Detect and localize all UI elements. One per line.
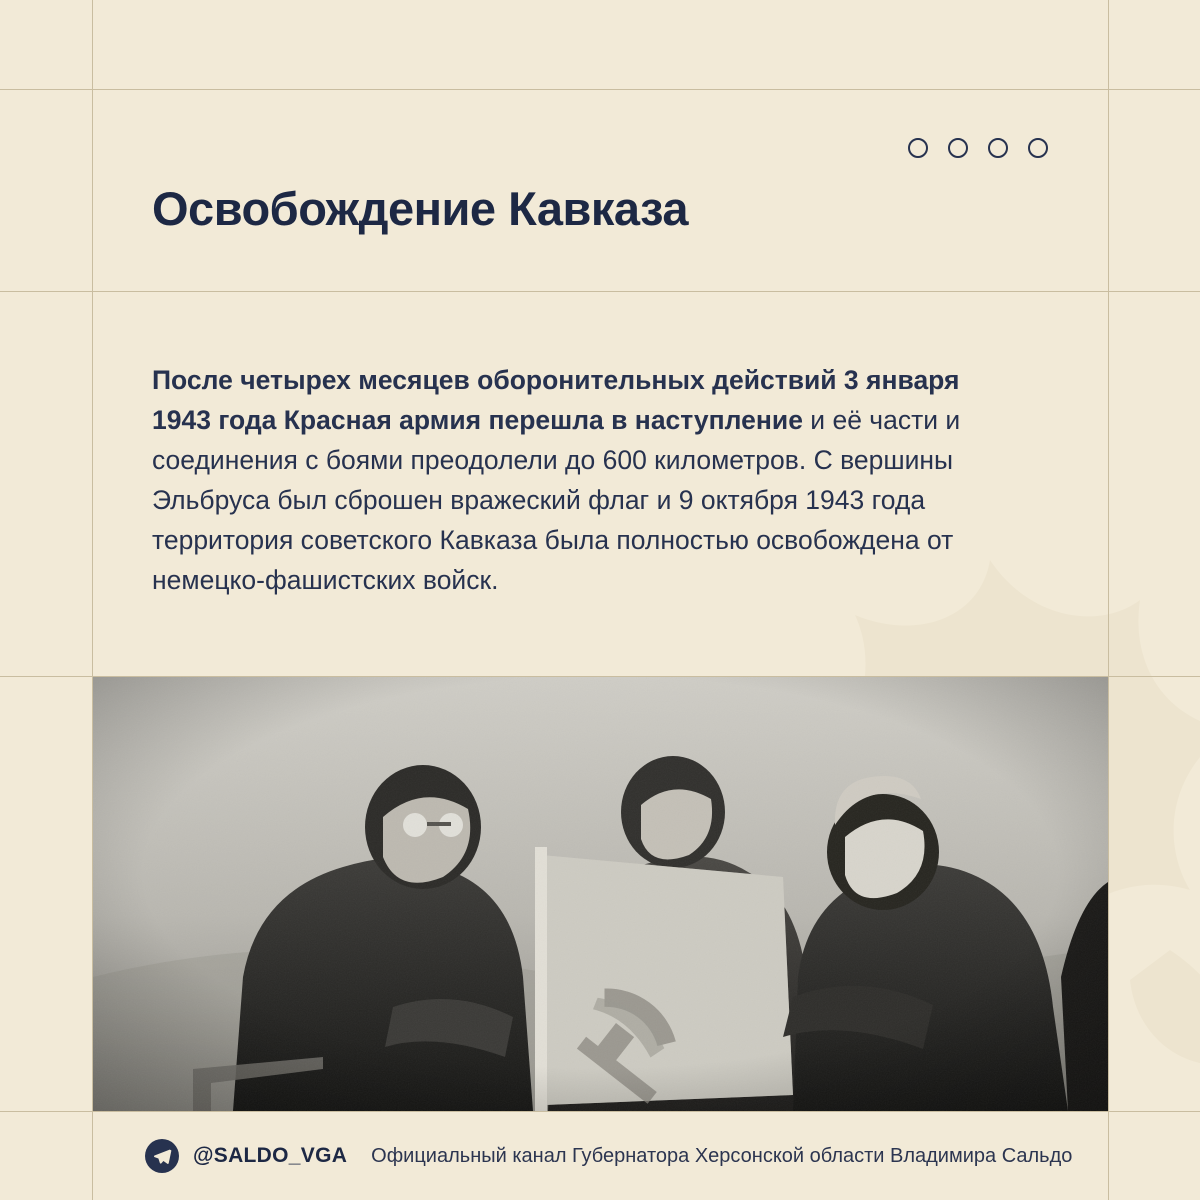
channel-description: Официальный канал Губернатора Херсонской области Владимира Сальдо: [371, 1144, 1073, 1167]
guide-line-right: [1108, 0, 1109, 1200]
slide-dot-1[interactable]: [908, 138, 928, 158]
slide-indicator[interactable]: [908, 138, 1048, 158]
slide-dot-2[interactable]: [948, 138, 968, 158]
slide-dot-4[interactable]: [1028, 138, 1048, 158]
body-text: [152, 360, 1012, 600]
telegram-icon: [145, 1139, 179, 1173]
historical-photo: [93, 677, 1108, 1111]
guide-line-title-bottom: [0, 291, 1200, 292]
footer: [93, 1112, 1108, 1200]
page-title: Освобождение Кавказа: [152, 182, 688, 236]
body-text-regular: и её части и соединения с боями преодолели до 600 километров. С вершины Эльбруса был сброшен вражеский флаг и 9 октября 1943 года территория советского Кавказа была полностью освобождена от немецко-фашистских войск.: [152, 405, 961, 595]
guide-line-top: [0, 89, 1200, 90]
slide-dot-3[interactable]: [988, 138, 1008, 158]
body-text-bold: После четырех месяцев оборонительных действий 3 января 1943 года Красная армия перешла в наступление: [152, 365, 960, 435]
channel-handle: @SALDO_VGA: [193, 1144, 348, 1167]
